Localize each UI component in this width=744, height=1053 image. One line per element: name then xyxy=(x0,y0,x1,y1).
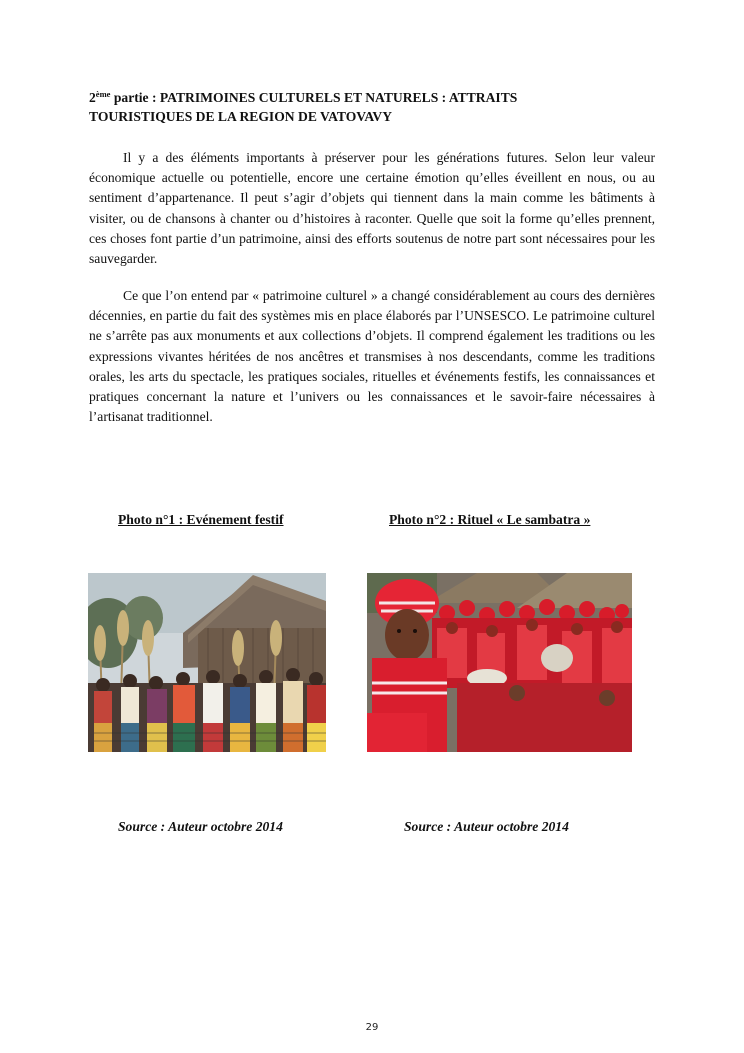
sambatra-ritual-illustration xyxy=(367,573,632,752)
heading-title-1: partie : PATRIMOINES CULTURELS ET NATURELS : ATTRAITS xyxy=(110,90,518,105)
photo-2-caption: Photo n°2 : Rituel « Le sambatra » xyxy=(389,512,591,527)
section-heading xyxy=(89,88,669,126)
festive-event-illustration xyxy=(88,573,326,752)
photo-2-source: Source : Auteur octobre 2014 xyxy=(404,819,569,834)
heading-line-2: TOURISTIQUES DE LA REGION DE VATOVAVY xyxy=(89,109,393,124)
section-number: 2 xyxy=(89,90,96,105)
page-number: 29 xyxy=(365,1022,379,1033)
paragraph-intro: Il y a des éléments importants à préserver pour les générations futures. Selon leur valeur économique actuelle ou potentielle, encore une certaine émotion qu’elles éveillent en nous, ou au sentiment d’appartenance. Il peut s’agir d’objets qui tiennent dans la main comme les bâtiments à visiter, ou de chansons à chanter ou d’histoires à raconter. Quelle que soit la forme qu’elles prennent, ces choses font partie d’un patrimoine, ainsi des efforts soutenus de notre part sont nécessaires pour les sauvegarder. xyxy=(89,150,655,267)
photo-1-source: Source : Auteur octobre 2014 xyxy=(118,819,283,834)
photo-festive-event xyxy=(88,573,326,752)
paragraph-cultural-heritage: Ce que l’on entend par « patrimoine culturel » a changé considérablement au cours des dernières décennies, en partie du fait des systèmes mis en place élaborés par l’UNSESCO. Le patrimoine culturel ne s’arrête pas aux monuments et aux collections d’objets. Il comprend également les traditions ou les expressions vivantes héritées de nos ancêtres et transmises à nos descendants, comme les traditions orales, les arts du spectacle, les pratiques sociales, rituelles et événements festifs, les connaissances et pratiques concernant la nature et l’univers ou les connaissances et le savoir-faire nécessaires à l’artisanat traditionnel. xyxy=(89,288,655,425)
section-number-suffix: ème xyxy=(95,89,111,99)
photo-sambatra-ritual xyxy=(367,573,632,752)
heading-line-1 xyxy=(89,88,669,107)
photo-1-caption: Photo n°1 : Evénement festif xyxy=(118,512,284,527)
